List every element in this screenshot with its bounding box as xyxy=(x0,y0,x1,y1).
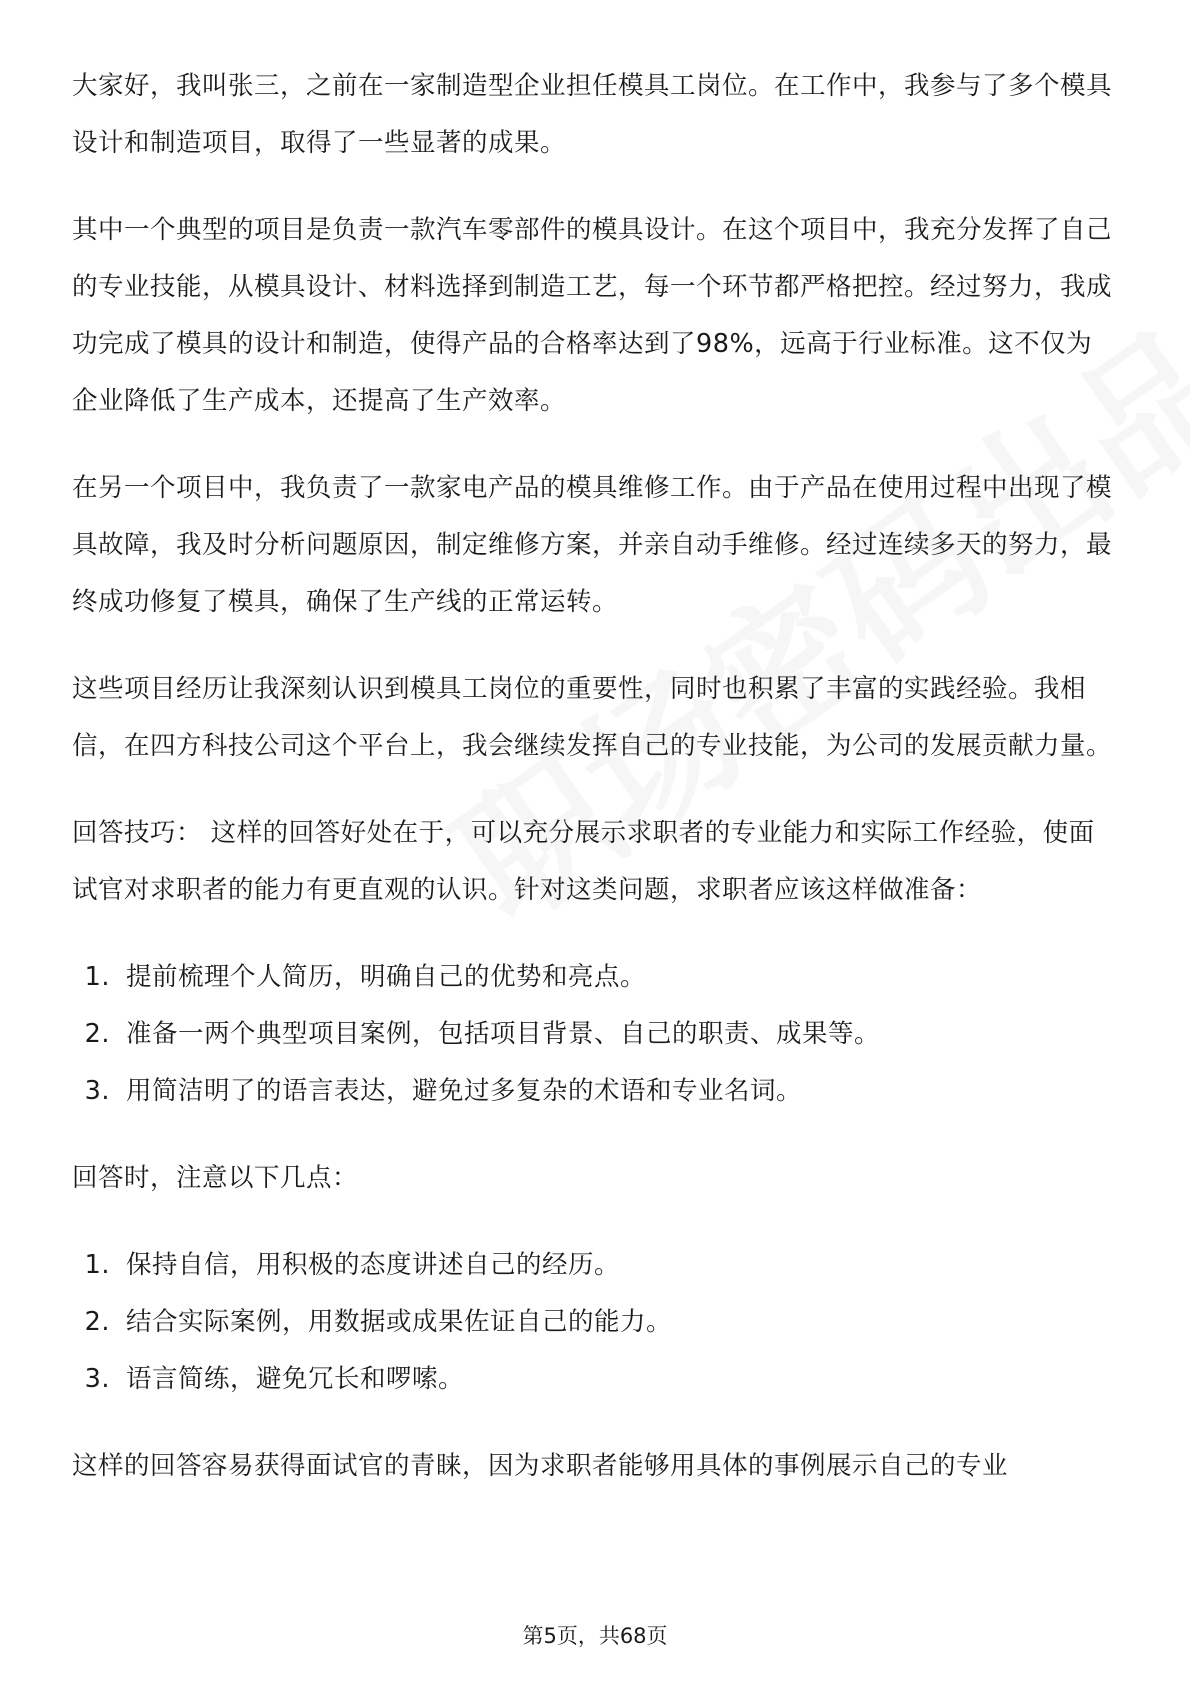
paragraph-project-appliance: 在另一个项目中，我负责了一款家电产品的模具维修工作。由于产品在使用过程中出现了模具故障，我及时分析问题原因，制定维修方案，并亲自动手维修。经过连续多天的努力，最终成功修复了模具，确保了生产线的正常运转。 xyxy=(72,473,1113,617)
paragraph-project-auto-parts: 其中一个典型的项目是负责一款汽车零部件的模具设计。在这个项目中，我充分发挥了自己的专业技能，从模具设计、材料选择到制造工艺，每一个环节都严格把控。经过努力，我成功完成了模具的设计和制造，使得产品的合格率达到了98%，远高于行业标准。这不仅为企业降低了生产成本，还提高了生产效率。 xyxy=(72,215,1113,416)
list-item xyxy=(72,949,1118,1006)
list-item-text: 保持自信，用积极的态度讲述自己的经历。 xyxy=(126,1250,621,1280)
preparation-list xyxy=(72,949,1118,1120)
notes-list xyxy=(72,1237,1118,1408)
list-item-text: 结合实际案例，用数据或成果佐证自己的能力。 xyxy=(126,1307,673,1337)
paragraph-answer-tips: 回答技巧： 这样的回答好处在于，可以充分展示求职者的专业能力和实际工作经验，使面试官对求职者的能力有更直观的认识。针对这类问题，求职者应该这样做准备： xyxy=(72,818,1095,905)
list-number: 3. xyxy=(84,1364,110,1394)
list-item-text: 准备一两个典型项目案例，包括项目背景、自己的职责、成果等。 xyxy=(126,1019,881,1049)
paragraph-reflection: 这些项目经历让我深刻认识到模具工岗位的重要性，同时也积累了丰富的实践经验。我相信，在四方科技公司这个平台上，我会继续发挥自己的专业技能，为公司的发展贡献力量。 xyxy=(72,674,1113,761)
list-item xyxy=(72,1006,1118,1063)
list-item xyxy=(72,1351,1118,1408)
list-number: 2. xyxy=(84,1019,110,1049)
list-item xyxy=(72,1063,1118,1120)
list-number: 3. xyxy=(84,1076,110,1106)
list-item xyxy=(72,1294,1118,1351)
list-item-text: 用简洁明了的语言表达，避免过多复杂的术语和专业名词。 xyxy=(126,1076,803,1106)
paragraph-intro: 大家好，我叫张三，之前在一家制造型企业担任模具工岗位。在工作中，我参与了多个模具设计和制造项目，取得了一些显著的成果。 xyxy=(72,71,1113,158)
paragraph-closing: 这样的回答容易获得面试官的青睐，因为求职者能够用具体的事例展示自己的专业 xyxy=(72,1451,1009,1481)
notes-heading: 回答时，注意以下几点： xyxy=(72,1163,359,1193)
page-footer: 第5页，共68页 xyxy=(522,1624,668,1648)
list-item-text: 提前梳理个人简历，明确自己的优势和亮点。 xyxy=(126,962,647,992)
list-item xyxy=(72,1237,1118,1294)
document-body xyxy=(72,58,1118,1525)
list-item-text: 语言简练，避免冗长和啰嗦。 xyxy=(126,1364,465,1394)
list-number: 1. xyxy=(84,1250,110,1280)
list-number: 2. xyxy=(84,1307,110,1337)
list-number: 1. xyxy=(84,962,110,992)
